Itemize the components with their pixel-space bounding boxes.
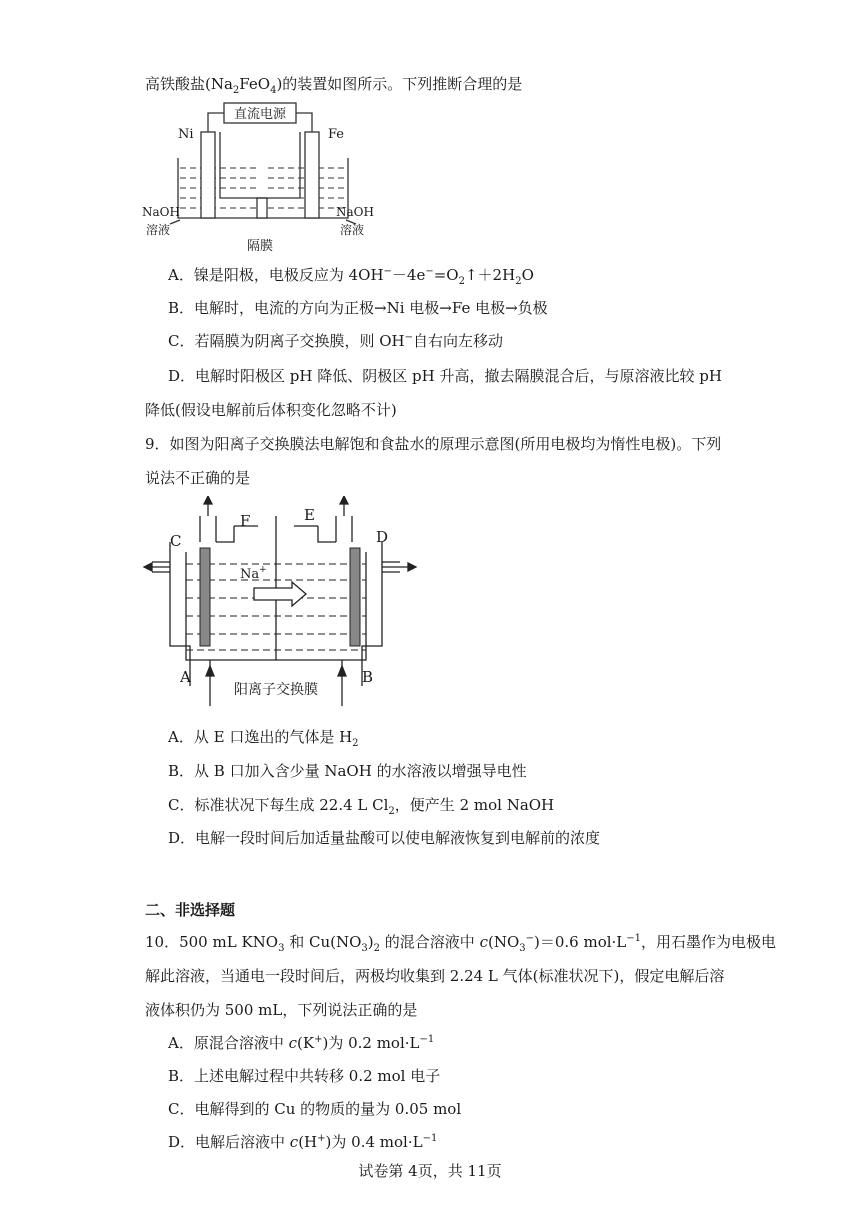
cathode-electrode: [350, 548, 360, 646]
superscript: −1: [419, 1034, 435, 1045]
option-text: )为 0.2 mol·L: [322, 1034, 420, 1052]
subscript: 3: [519, 943, 526, 954]
q9-option-d: D．电解一段时间后加适量盐酸可以使电解液恢复到电解前的浓度: [168, 829, 601, 847]
option-text: D．电解后溶液中: [168, 1133, 290, 1151]
superscript: −1: [422, 1133, 438, 1144]
q9-stem: 9．如图为阳离子交换膜法电解饱和食盐水的原理示意图(所用电极均为惰性电极)。下列: [145, 435, 722, 453]
superscript: −: [425, 266, 434, 277]
superscript: +: [314, 1034, 323, 1045]
option-text: C．若隔膜为阴离子交换膜，则 OH: [168, 332, 405, 350]
italic-c: c: [288, 1034, 298, 1052]
q8-option-c: [168, 331, 503, 351]
power-label: 直流电源: [233, 107, 287, 122]
superscript: −: [525, 933, 535, 944]
na-ion-label: Na+: [240, 565, 267, 582]
question-intro: [145, 74, 522, 94]
na-ion-arrow: [254, 582, 306, 606]
subscript: 3: [361, 943, 368, 954]
stem-text: )＝0.6 mol·L: [534, 933, 627, 951]
q10-option-c: C．电解得到的 Cu 的物质的量为 0.05 mol: [168, 1100, 462, 1118]
subscript: 2: [515, 276, 522, 287]
superscript: −: [404, 332, 414, 343]
right-solution-label: NaOH: [336, 205, 374, 219]
stem-text: 和 Cu(NO: [284, 933, 362, 951]
italic-c: c: [479, 933, 488, 951]
italic-c: c: [289, 1133, 299, 1151]
q9-option-a: [168, 727, 359, 747]
intro-text-mid: FeO: [239, 75, 271, 93]
q8-option-d-cont: 降低(假设电解前后体积变化忽略不计): [145, 401, 397, 419]
fe-label: Fe: [328, 127, 345, 142]
right-solution-label: 溶液: [340, 223, 365, 237]
ni-label: Ni: [178, 127, 194, 142]
q8-option-d: D．电解时阳极区 pH 降低、阴极区 pH 升高，撤去隔膜混合后，与原溶液比较 pH: [168, 367, 722, 385]
intro-sub: 4: [270, 85, 277, 96]
q8-option-a: [168, 265, 534, 285]
superscript: −: [383, 266, 392, 277]
ni-electrode: [201, 132, 215, 218]
option-text: (K: [297, 1034, 315, 1052]
electrolysis-diagram-1: [140, 98, 390, 258]
q9-option-b: B．从 B 口加入含少量 NaOH 的水溶液以增强导电性: [168, 762, 527, 780]
option-text: =O: [433, 266, 459, 284]
label-c: C: [170, 532, 182, 550]
intro-sub: 2: [232, 85, 240, 96]
q10-option-a: [168, 1033, 434, 1053]
subscript: 2: [458, 276, 465, 287]
q10-stem: 解此溶液，当通电一段时间后，两极均收集到 2.24 L 气体(标准状况下)，假定电解后溶: [145, 967, 725, 985]
option-text: A．原混合溶液中: [168, 1034, 289, 1052]
left-solution-label: NaOH: [142, 205, 180, 219]
membrane: [257, 198, 267, 218]
option-text: )为 0.4 mol·L: [325, 1133, 423, 1151]
stem-text: (NO: [487, 933, 520, 951]
label-d: D: [376, 528, 389, 546]
subscript: 2: [388, 806, 395, 817]
intro-text-pre: 高铁酸盐(Na: [145, 75, 233, 93]
stem-text: ，用石墨作为电极电: [641, 933, 777, 951]
superscript: +: [317, 1133, 326, 1144]
membrane-label: 隔膜: [246, 239, 274, 254]
option-text: O: [521, 266, 534, 284]
membrane-label: 阳离子交换膜: [234, 682, 318, 698]
subscript: 2: [352, 738, 359, 749]
subscript: 3: [278, 943, 285, 954]
anode-electrode: [200, 548, 210, 646]
stem-text: 10．500 mL KNO: [145, 933, 279, 951]
stem-text: ): [367, 933, 374, 951]
section-title: 二、非选择题: [145, 901, 236, 919]
label-f: F: [240, 512, 251, 530]
q10-option-b: B．上述电解过程中共转移 0.2 mol 电子: [168, 1067, 441, 1085]
subscript: 2: [373, 943, 381, 954]
label-e: E: [304, 506, 315, 524]
q9-stem: 说法不正确的是: [145, 469, 251, 487]
option-text: ，便产生 2 mol NaOH: [394, 796, 555, 814]
q8-option-b: B．电解时，电流的方向为正极→Ni 电极→Fe 电极→负极: [168, 299, 548, 317]
stem-text: 的混合溶液中: [380, 933, 480, 951]
left-solution-label: 溶液: [146, 223, 171, 237]
label-a: A: [180, 668, 191, 686]
fe-electrode: [305, 132, 319, 218]
option-text: C．标准状况下每生成 22.4 L Cl: [168, 796, 389, 814]
option-text: (H: [298, 1133, 318, 1151]
option-text: A．从 E 口逸出的气体是 H: [168, 728, 353, 746]
q10-stem: [145, 932, 776, 952]
electrolysis-diagram-2: [140, 496, 420, 706]
option-text: 自右向左移动: [413, 332, 504, 350]
option-text: ↑＋2H: [464, 266, 516, 284]
label-b: B: [362, 668, 374, 686]
intro-text-post: )的装置如图所示。下列推断合理的是: [276, 75, 523, 93]
q9-option-c: [168, 795, 554, 815]
page-footer: 试卷第 4页，共 11页: [358, 1162, 502, 1180]
option-text: －4e: [391, 266, 426, 284]
q10-option-d: [168, 1132, 437, 1152]
option-text: A．镍是阳极，电极反应为 4OH: [168, 266, 384, 284]
q10-stem: 液体积仍为 500 mL，下列说法正确的是: [145, 1001, 418, 1019]
superscript: −1: [626, 933, 642, 944]
